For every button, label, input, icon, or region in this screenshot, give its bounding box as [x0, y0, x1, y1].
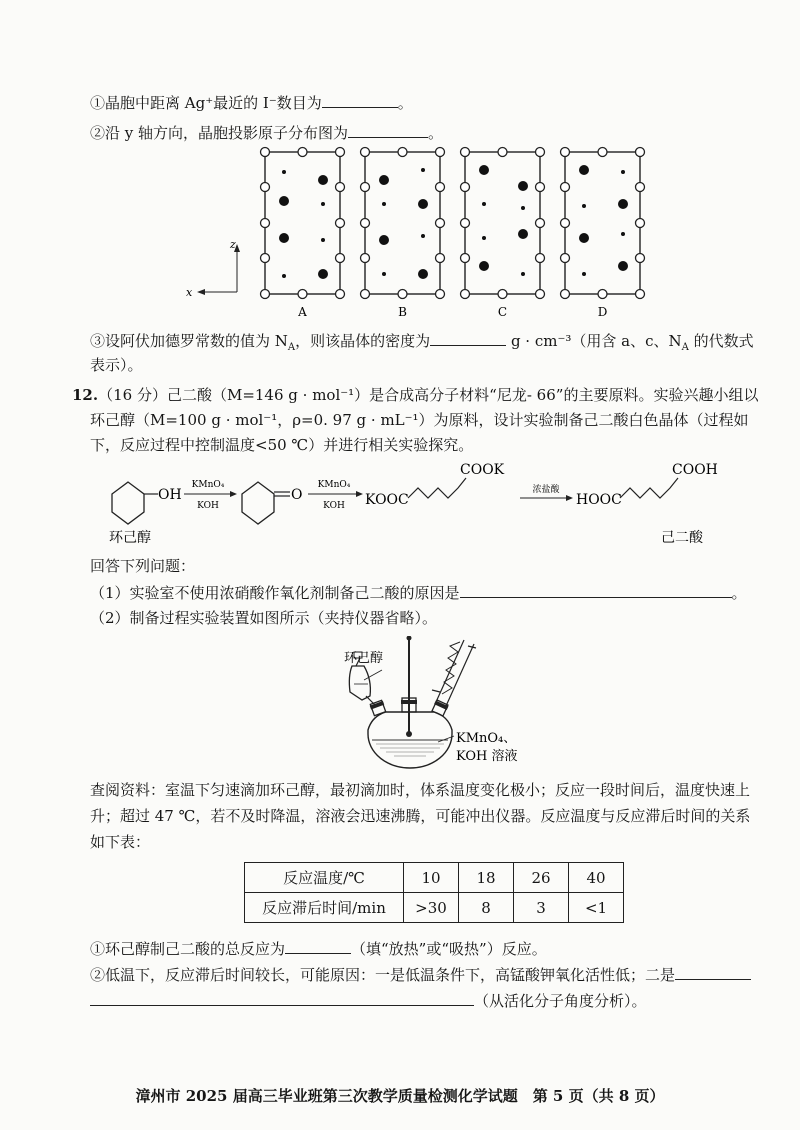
lattice-projection-figure: [180, 142, 660, 322]
questions-intro: 回答下列问题：: [90, 557, 196, 575]
table-row-lag-time: [245, 893, 624, 923]
table-cell: 18: [459, 863, 514, 893]
q12-line3: 下，反应过程中控制温度<50 ℃）并进行相关实验探究。: [90, 436, 474, 454]
reference-line3: 如下表：: [90, 833, 151, 851]
axis-z-label: z: [230, 238, 236, 251]
page-footer: 漳州市 2025 届高三毕业班第三次教学质量检测化学试题 第 5 页（共 8 页）: [135, 1087, 665, 1105]
q12-line1: 12.（16 分）己二酸（M=146 g · mol⁻¹）是合成高分子材料“尼龙- 66”的主要原料。实验兴趣小组以: [72, 386, 759, 404]
reference-line1: 查阅资料：室温下匀速滴加环己醇，最初滴加时，体系温度变化极小；反应一段时间后，温度快速上: [90, 781, 751, 799]
kooc-group: KOOC: [365, 492, 409, 508]
axis-x-label: x: [186, 286, 193, 299]
panel-label-a: A: [298, 305, 307, 319]
q11-part2: ②沿 y 轴方向，晶胞投影原子分布图为 。: [90, 124, 444, 142]
row-header-temperature: 反应温度/℃: [245, 863, 404, 893]
panel-a: [261, 148, 345, 320]
reagent-top-1: KMnO₄: [191, 480, 225, 490]
sub-question-a: ①环己醇制己二酸的总反应为 （填“放热”或“吸热”）反应。: [90, 940, 547, 958]
reference-line2: 升；超过 47 ℃，若不及时降温，溶液会迅速沸腾，可能冲出仪器。反应温度与反应滞后时间的关系: [90, 807, 751, 825]
question-1: （1）实验室不使用浓硝酸作氧化剂制备己二酸的原因是 。: [90, 584, 747, 602]
cooh-group: COOH: [672, 462, 718, 478]
q11-part3: ③设阿伏加德罗常数的值为 $N_A$，则该晶体的密度为 g · cm⁻³（用含 a、c、$N_A$ 的代数式: [90, 332, 754, 353]
panel-b: [361, 148, 445, 320]
reagent-3: 浓盐酸: [532, 485, 560, 495]
table-row-temperature: [245, 863, 624, 893]
reagent-bottom-2: KOH: [323, 501, 345, 511]
label-solution-1: KMnO₄、: [456, 731, 517, 746]
table-cell: 8: [459, 893, 514, 923]
ketone-oxygen: O: [291, 487, 303, 503]
label-cyclohexanol: 环己醇: [344, 651, 384, 666]
table-cell: >30: [404, 893, 459, 923]
reaction-scheme: [100, 462, 740, 552]
reagent-top-2: KMnO₄: [317, 480, 351, 490]
panel-label-b: B: [398, 305, 407, 319]
hooc-group: HOOC: [576, 492, 622, 508]
table-cell: 10: [404, 863, 459, 893]
name-cyclohexanol: 环己醇: [109, 530, 151, 546]
cook-group: COOK: [460, 462, 505, 478]
sub-question-b-cont: （从活化分子角度分析）。: [90, 990, 647, 1011]
table-cell: 26: [514, 863, 569, 893]
question-2: （2）制备过程实验装置如图所示（夹持仪器省略）。: [90, 609, 438, 627]
q11-part1: ①晶胞中距离 Ag⁺最近的 I⁻数目为 。: [90, 94, 413, 112]
label-solution-2: KOH 溶液: [456, 749, 518, 764]
name-adipic-acid: 己二酸: [661, 530, 703, 546]
row-header-lag-time: 反应滞后时间/min: [245, 893, 404, 923]
q12-line2: 环己醇（M=100 g · mol⁻¹，ρ=0. 97 g · mL⁻¹）为原料，设计实验制备己二酸白色晶体（过程如: [90, 411, 749, 429]
table-cell: 40: [569, 863, 624, 893]
temperature-lag-table: [244, 862, 624, 923]
apparatus-figure: [330, 636, 530, 770]
q11-part3-cont: 表示）。: [90, 356, 143, 374]
axis-indicator: [186, 238, 240, 299]
table-cell: <1: [569, 893, 624, 923]
sub-question-b: ②低温下，反应滞后时间较长，可能原因：一是低温条件下，高锰酸钾氧化活性低；二是: [90, 964, 751, 985]
panel-d: [561, 148, 645, 320]
panel-label-c: C: [497, 305, 508, 319]
table-cell: 3: [514, 893, 569, 923]
panel-c: [461, 148, 545, 320]
panel-label-d: D: [597, 305, 608, 319]
reagent-bottom-1: KOH: [197, 501, 219, 511]
oh-group: OH: [158, 487, 182, 503]
